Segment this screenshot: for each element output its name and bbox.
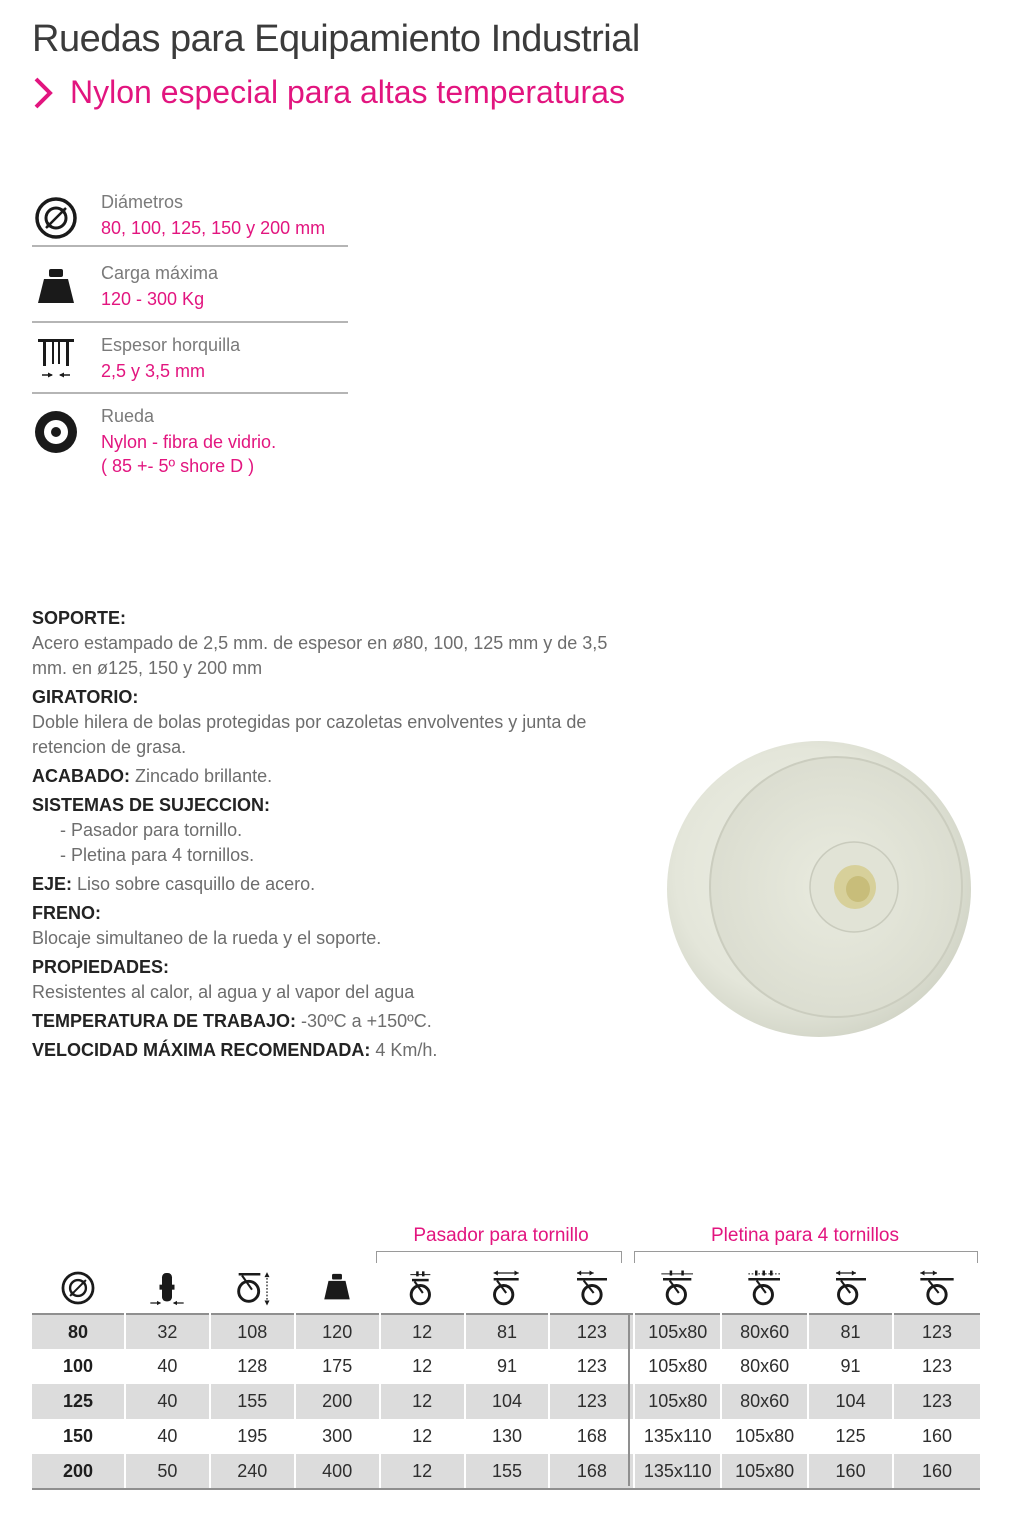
table-cell: 168 [549, 1454, 634, 1489]
col-plate-size [634, 1262, 721, 1314]
sujeccion-section [32, 793, 632, 868]
table-cell: 108 [210, 1314, 295, 1349]
sujeccion-label: SISTEMAS DE SUJECCION: [32, 795, 271, 815]
table-row [32, 1349, 980, 1384]
table-cell: 100 [32, 1349, 125, 1384]
table-cell: 81 [465, 1314, 550, 1349]
table-cell: 12 [380, 1384, 465, 1419]
table-cell: 125 [808, 1419, 893, 1454]
acabado-text: Zincado brillante. [135, 766, 273, 786]
freno-text: Blocaje simultaneo de la rueda y el soporte. [32, 928, 382, 948]
acabado-section [32, 764, 632, 789]
dimensions-table [32, 1262, 980, 1490]
table-cell: 104 [465, 1384, 550, 1419]
table-cell: 200 [32, 1454, 125, 1489]
acabado-label: ACABADO: [32, 766, 130, 786]
giratorio-section [32, 685, 632, 760]
giratorio-text: Doble hilera de bolas protegidas por cazoletas envolventes y junta de retencion de grasa. [32, 712, 587, 757]
table-cell: 125 [32, 1384, 125, 1419]
table-cell: 123 [893, 1384, 980, 1419]
group-divider [628, 1313, 630, 1486]
propiedades-section [32, 955, 632, 1005]
col-pin-offset [465, 1262, 550, 1314]
table-cell: 195 [210, 1419, 295, 1454]
col-plate-holes [721, 1262, 808, 1314]
table-cell: 50 [125, 1454, 210, 1489]
temperatura-section [32, 1009, 632, 1034]
table-cell: 240 [210, 1454, 295, 1489]
spec-label: Diámetros [101, 192, 184, 212]
table-cell: 123 [549, 1349, 634, 1384]
table-cell: 12 [380, 1419, 465, 1454]
table-cell: 150 [32, 1419, 125, 1454]
col-plate-offset [808, 1262, 893, 1314]
page-title: Ruedas para Equipamiento Industrial [32, 18, 640, 60]
velocidad-section [32, 1038, 632, 1063]
group-pletina-heading: Pletina para 4 tornillos [711, 1225, 899, 1246]
soporte-section [32, 606, 632, 681]
velocidad-label: VELOCIDAD MÁXIMA RECOMENDADA: [32, 1040, 371, 1060]
table-cell: 80x60 [721, 1314, 808, 1349]
table-cell: 135x110 [634, 1454, 721, 1489]
table-cell: 12 [380, 1349, 465, 1384]
table-cell: 104 [808, 1384, 893, 1419]
freno-label: FRENO: [32, 903, 101, 923]
divider [32, 245, 348, 247]
table-row [32, 1419, 980, 1454]
spec-value-extra: ( 85 +- 5º shore D ) [101, 456, 255, 476]
sujeccion-item: - Pasador para tornillo. [60, 820, 243, 840]
col-caster-height [210, 1262, 295, 1314]
table-row [32, 1384, 980, 1419]
temperatura-label: TEMPERATURA DE TRABAJO: [32, 1011, 296, 1031]
spec-value: 120 - 300 Kg [101, 289, 205, 309]
table-cell: 81 [808, 1314, 893, 1349]
eje-label: EJE: [32, 874, 73, 894]
soporte-text: Acero estampado de 2,5 mm. de espesor en ø80, 100, 125 mm y de 3,5 mm. en ø125, 150 y 200 mm [32, 633, 608, 678]
table-cell: 160 [808, 1454, 893, 1489]
chevron-right-icon [32, 75, 54, 111]
plate-caster-offset-icon [831, 1268, 871, 1308]
table-cell: 160 [893, 1454, 980, 1489]
table-cell: 40 [125, 1349, 210, 1384]
fork-thickness-icon [32, 335, 80, 383]
table-cell: 200 [295, 1384, 380, 1419]
weight-icon [32, 265, 80, 313]
table-row [32, 1454, 980, 1489]
table-row [32, 1314, 980, 1349]
propiedades-text: Resistentes al calor, al agua y al vapor del agua [32, 982, 415, 1002]
table-cell: 175 [295, 1349, 380, 1384]
giratorio-label: GIRATORIO: [32, 687, 139, 707]
spec-wheel [32, 406, 348, 480]
product-wheel-image [666, 739, 972, 1039]
velocidad-text: 4 Km/h. [375, 1040, 438, 1060]
table-cell: 168 [549, 1419, 634, 1454]
table-cell: 105x80 [721, 1419, 808, 1454]
wheel-icon [32, 408, 80, 456]
spec-label: Carga máxima [101, 263, 219, 283]
pin-caster-icon [402, 1268, 442, 1308]
col-pin-swivel [549, 1262, 634, 1314]
weight-icon [320, 1271, 354, 1305]
table-cell: 12 [380, 1314, 465, 1349]
plate-caster-holes-icon [745, 1268, 785, 1308]
table-cell: 123 [893, 1349, 980, 1384]
table-cell: 105x80 [634, 1349, 721, 1384]
table-cell: 40 [125, 1419, 210, 1454]
table-cell: 91 [465, 1349, 550, 1384]
table-cell: 105x80 [721, 1454, 808, 1489]
col-diameter [32, 1262, 125, 1314]
sujeccion-item: - Pletina para 4 tornillos. [60, 845, 255, 865]
table-cell: 123 [549, 1384, 634, 1419]
table-cell: 155 [465, 1454, 550, 1489]
table-header-row [32, 1262, 980, 1314]
table-cell: 135x110 [634, 1419, 721, 1454]
divider [32, 321, 348, 323]
table-cell: 40 [125, 1384, 210, 1419]
table-cell: 91 [808, 1349, 893, 1384]
subtitle-row [32, 74, 625, 111]
table-cell: 300 [295, 1419, 380, 1454]
spec-value: Nylon - fibra de vidrio. [101, 432, 277, 452]
spec-value: 2,5 y 3,5 mm [101, 361, 206, 381]
spec-load [32, 263, 348, 323]
spec-diameter [32, 192, 348, 247]
table-cell: 155 [210, 1384, 295, 1419]
eje-text: Liso sobre casquillo de acero. [77, 874, 316, 894]
table-cell: 130 [465, 1419, 550, 1454]
table-cell: 80 [32, 1314, 125, 1349]
wheel-width-icon [147, 1268, 187, 1308]
table-cell: 105x80 [634, 1314, 721, 1349]
table-cell: 120 [295, 1314, 380, 1349]
propiedades-label: PROPIEDADES: [32, 957, 170, 977]
pin-caster-offset-icon [487, 1268, 527, 1308]
col-pin-hole [380, 1262, 465, 1314]
product-description [32, 606, 632, 1067]
eje-section [32, 872, 632, 897]
table-cell: 32 [125, 1314, 210, 1349]
table-cell: 105x80 [634, 1384, 721, 1419]
table-cell: 123 [893, 1314, 980, 1349]
freno-section [32, 901, 632, 951]
diameter-icon [32, 194, 80, 242]
page-subtitle: Nylon especial para altas temperaturas [70, 74, 625, 110]
pin-caster-swivel-icon [572, 1268, 612, 1308]
caster-height-icon [232, 1268, 272, 1308]
table-cell: 123 [549, 1314, 634, 1349]
table-cell: 12 [380, 1454, 465, 1489]
divider [32, 392, 348, 394]
temperatura-text: -30ºC a +150ºC. [301, 1011, 432, 1031]
diameter-icon [59, 1269, 97, 1307]
spec-label: Espesor horquilla [101, 335, 241, 355]
col-wheel-width [125, 1262, 210, 1314]
group-pasador-heading: Pasador para tornillo [413, 1225, 589, 1246]
table-cell: 160 [893, 1419, 980, 1454]
spec-value: 80, 100, 125, 150 y 200 mm [101, 218, 326, 238]
spec-fork [32, 335, 348, 394]
spec-label: Rueda [101, 406, 155, 426]
col-plate-swivel [893, 1262, 980, 1314]
table-cell: 128 [210, 1349, 295, 1384]
table-cell: 80x60 [721, 1384, 808, 1419]
col-load [295, 1262, 380, 1314]
soporte-label: SOPORTE: [32, 608, 127, 628]
table-cell: 80x60 [721, 1349, 808, 1384]
plate-caster-swivel-icon [917, 1268, 957, 1308]
plate-caster-icon [658, 1268, 698, 1308]
table-cell: 400 [295, 1454, 380, 1489]
